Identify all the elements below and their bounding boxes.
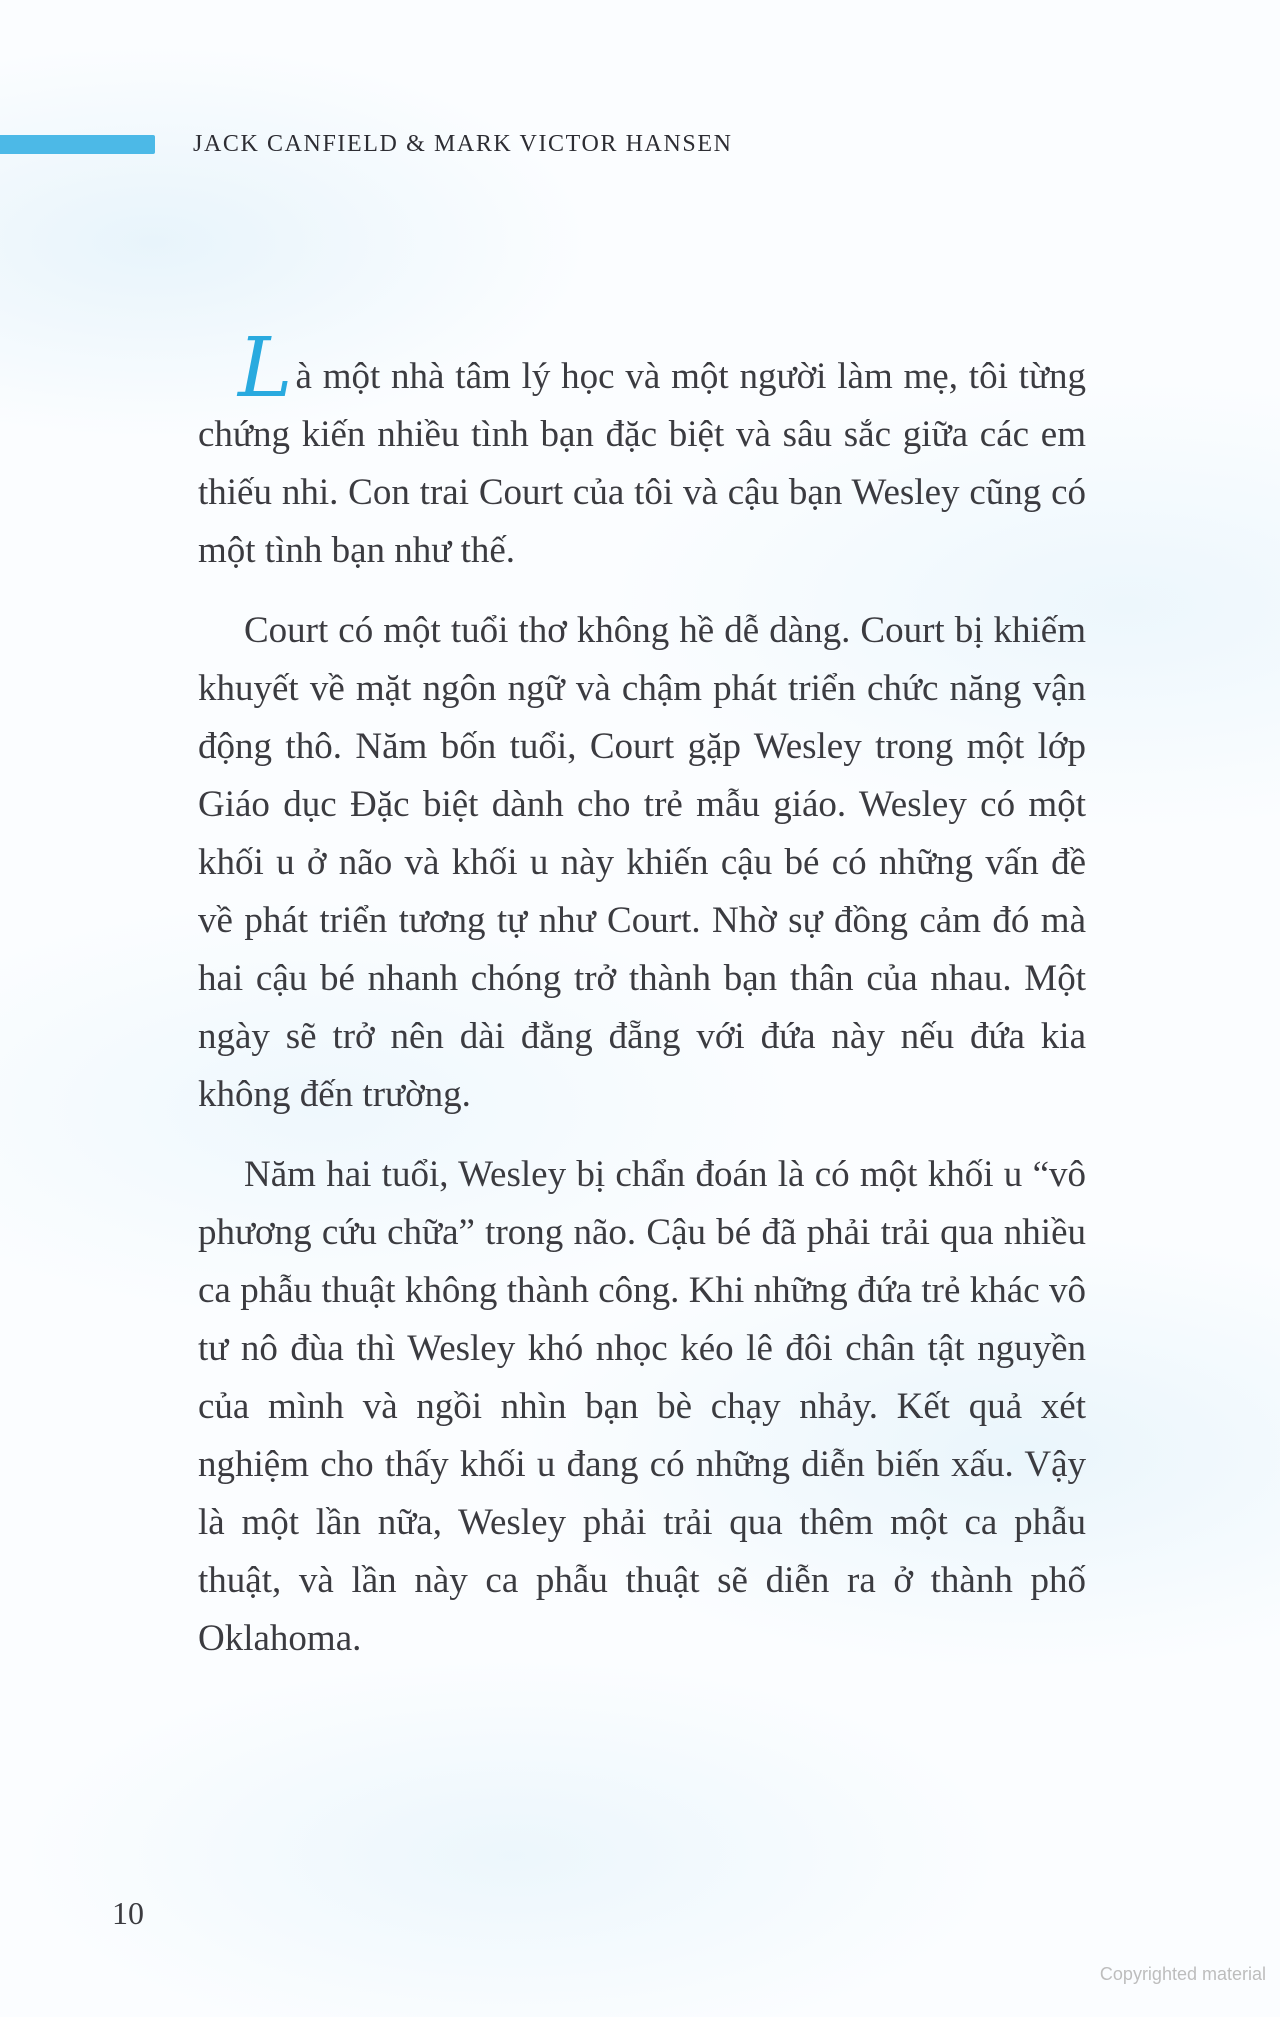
paragraph-2: Court có một tuổi thơ không hề dễ dàng. Court bị khiếm khuyết về mặt ngôn ngữ và chậm phát triển chức năng vận động thô. Năm bốn tuổi, Court gặp Wesley trong một lớp Giáo dục Đặc biệt dành cho trẻ mẫu giáo. Wesley có một khối u ở não và khối u này khiến cậu bé có những vấn đề về phát triển tương tự như Court. Nhờ sự đồng cảm đó mà hai cậu bé nhanh chóng trở thành bạn thân của nhau. Một ngày sẽ trở nên dài đằng đẵng với đứa này nếu đứa kia không đến trường.: [198, 610, 1086, 1115]
copyright-notice: Copyrighted material: [1099, 1964, 1266, 1984]
page-number: 10: [112, 1895, 144, 1931]
drop-cap-letter: L: [238, 321, 291, 416]
paragraph-1-text: à một nhà tâm lý học và một người làm mẹ, tôi từng chứng kiến nhiều tình bạn đặc biệt và sâu sắc giữa các em thiếu nhi. Con trai Court của tôi và cậu bạn Wesley cũng có một tình bạn như thế.: [198, 356, 1086, 571]
page-body: [198, 321, 1086, 1690]
header-accent-bar: [0, 135, 155, 154]
header-authors: JACK CANFIELD & MARK VICTOR HANSEN: [193, 130, 733, 157]
page-header: [0, 130, 733, 158]
paragraph-1: [198, 321, 1086, 580]
paragraph-3: Năm hai tuổi, Wesley bị chẩn đoán là có một khối u “vô phương cứu chữa” trong não. Cậu bé đã phải trải qua nhiều ca phẫu thuật không thành công. Khi những đứa trẻ khác vô tư nô đùa thì Wesley khó nhọc kéo lê đôi chân tật nguyền của mình và ngồi nhìn bạn bè chạy nhảy. Kết quả xét nghiệm cho thấy khối u đang có những diễn biến xấu. Vậy là một lần nữa, Wesley phải trải qua thêm một ca phẫu thuật, và lần này ca phẫu thuật sẽ diễn ra ở thành phố Oklahoma.: [198, 1154, 1086, 1659]
